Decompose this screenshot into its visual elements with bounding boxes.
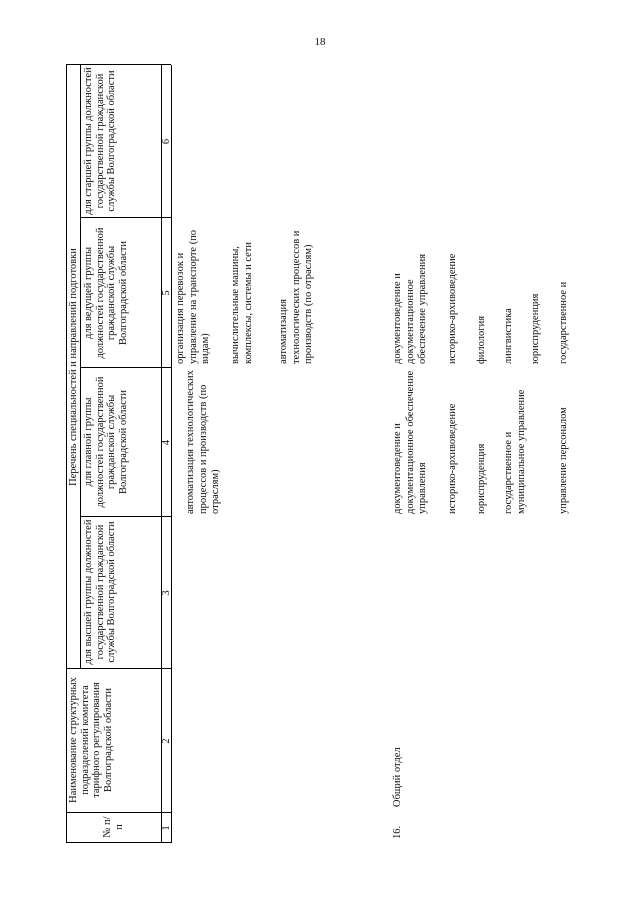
col-number-2: 2 [161, 738, 172, 744]
row-16-col5-item: лингвистика [503, 308, 514, 364]
row-16-col5-item: юриспруденция [530, 293, 541, 364]
header-col4: для главной группы должностей государственной гражданской службы Волгоградской области [83, 376, 129, 508]
continuation-col5-item: автоматизация технологических процессов и производств (по отраслям) [278, 230, 314, 364]
table-border-left [66, 842, 171, 843]
rotated-table-page [62, 63, 582, 843]
table-border-right [66, 64, 171, 65]
row-16-col4-item: юриспруденция [476, 443, 487, 514]
header-num: № п/п [102, 816, 125, 838]
header-name: Наименование структурных подразделений комитета тарифного регулирования Волгоградской области [68, 677, 114, 803]
row-16-col5-item: филология [476, 315, 487, 364]
row-16-col4-item: историко-архивоведение [447, 403, 458, 514]
continuation-col5-item: организация перевозок и управление на транспорте (по видам) [175, 229, 211, 364]
row-16-col5-item: историко-архивоведение [447, 253, 458, 364]
header-col5: для ведущей группы должностей государственной гражданской службы Волгоградской области [83, 227, 129, 359]
col-number-4: 4 [161, 439, 172, 446]
col-divider-4 [80, 367, 171, 368]
row-16-number: 16. [392, 825, 403, 839]
col-divider-5 [80, 217, 171, 218]
row-16-col5-item: документоведение и документационное обеспечение управления [392, 253, 428, 364]
row-16-department-name: Общий отдел [392, 747, 403, 807]
col-number-6: 6 [161, 138, 172, 145]
header-col6: для старшей группы должностей государственной гражданской службы Волгоградской области [83, 67, 117, 215]
header-col3: для высшей группы должностей государственной гражданской службы Волгоградской области [83, 519, 117, 665]
page-number: 18 [314, 36, 326, 48]
continuation-col4-item: автоматизация технологических процессов и производств (по отраслям) [185, 370, 221, 514]
col-divider-2 [66, 668, 171, 669]
row-16-col4-item: управление персоналом [558, 407, 569, 514]
table-border-top [66, 65, 67, 843]
col-divider-3 [80, 516, 171, 517]
col-number-5: 5 [161, 290, 172, 296]
col-number-3: 3 [161, 590, 172, 596]
row-16-col4-item: документоведение и документационное обеспечение управления [392, 370, 428, 514]
col-divider-1 [66, 812, 171, 813]
header-group-title: Перечень специальностей и направлений подготовки [68, 248, 79, 486]
continuation-col5-item: вычислительные машины, комплексы, системы и сети [230, 241, 254, 364]
row-16-col4-item: государственное и муниципальное управление [503, 389, 527, 514]
row-16-col5-item: государственное и [558, 281, 569, 364]
col-number-1: 1 [161, 825, 172, 831]
